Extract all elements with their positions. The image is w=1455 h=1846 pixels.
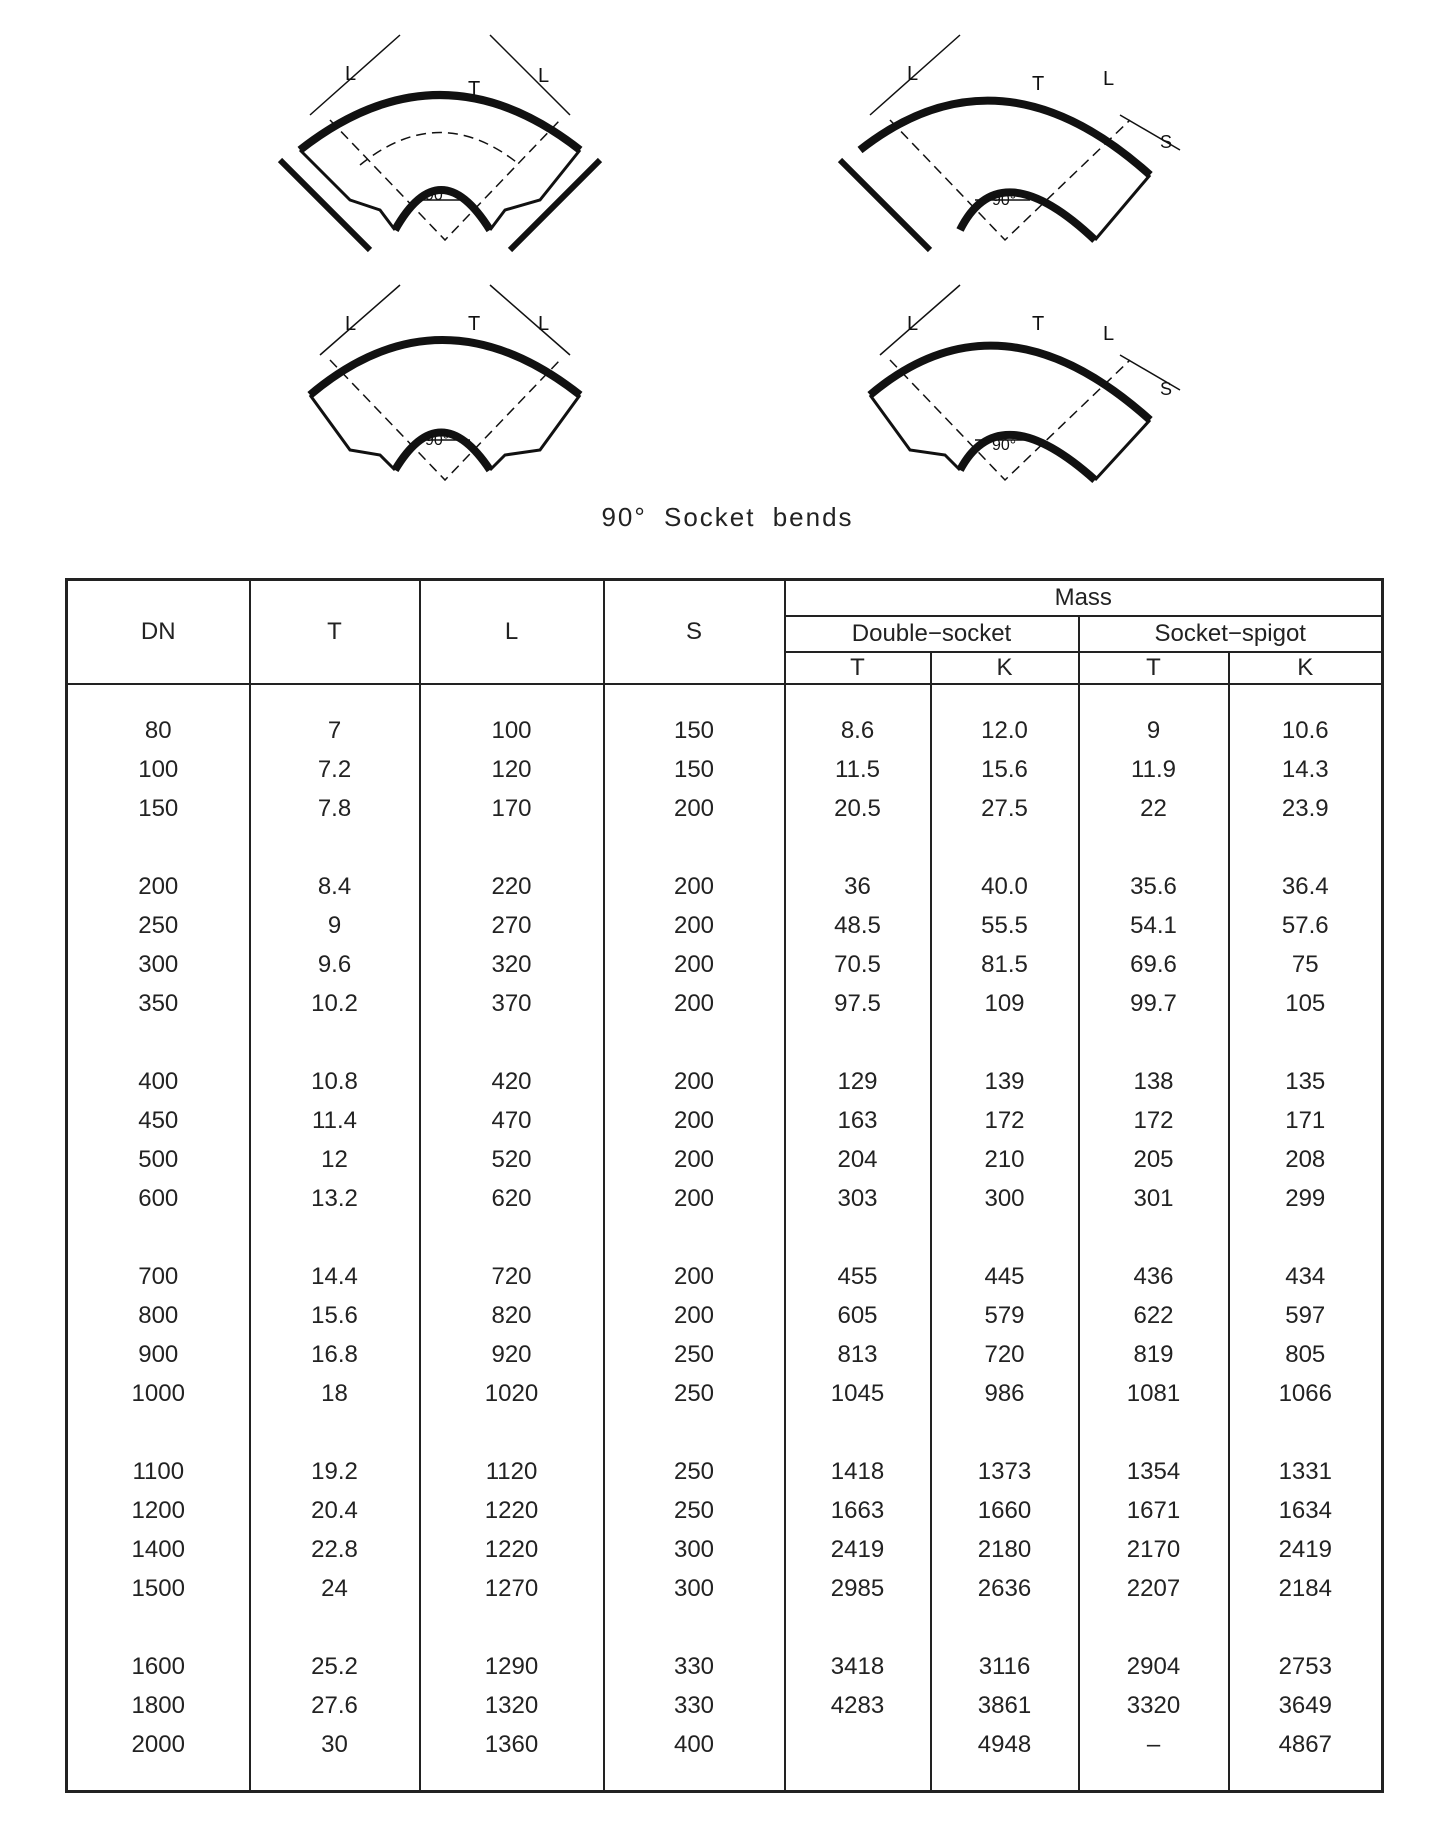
table-cell: 1634 bbox=[1229, 1491, 1383, 1530]
table-cell: 75 bbox=[1229, 945, 1383, 984]
header-socket-spigot: Socket−spigot bbox=[1079, 616, 1383, 652]
bend-drawing-flanged-socket-spigot bbox=[840, 35, 1180, 250]
table-cell: 204 bbox=[785, 1140, 931, 1179]
table-row bbox=[67, 1257, 1383, 1296]
table-cell: 55.5 bbox=[931, 906, 1079, 945]
table-cell: 200 bbox=[604, 1062, 785, 1101]
table-cell: 23.9 bbox=[1229, 789, 1383, 828]
table-cell: 11.5 bbox=[785, 750, 931, 789]
table-cell: 1400 bbox=[67, 1530, 250, 1569]
table-cell: 420 bbox=[420, 1062, 604, 1101]
table-cell: 10.6 bbox=[1229, 711, 1383, 750]
table-cell: 500 bbox=[67, 1140, 250, 1179]
table-cell bbox=[785, 1725, 931, 1764]
table-row bbox=[67, 1140, 1383, 1179]
table-row bbox=[67, 1530, 1383, 1569]
dim-label-L: L bbox=[345, 63, 357, 85]
table-cell: 250 bbox=[67, 906, 250, 945]
header-mass: Mass bbox=[785, 580, 1383, 617]
table-cell: 720 bbox=[420, 1257, 604, 1296]
table-cell: 2904 bbox=[1079, 1647, 1229, 1686]
table-cell: 1000 bbox=[67, 1374, 250, 1413]
table-row bbox=[67, 1569, 1383, 1608]
table-cell: 200 bbox=[604, 1140, 785, 1179]
table-cell: 1020 bbox=[420, 1374, 604, 1413]
table-cell: 48.5 bbox=[785, 906, 931, 945]
table-cell: 15.6 bbox=[931, 750, 1079, 789]
dim-label-T: T bbox=[1032, 73, 1045, 95]
table-cell: 97.5 bbox=[785, 984, 931, 1023]
table-cell: – bbox=[1079, 1725, 1229, 1764]
table-cell: 1066 bbox=[1229, 1374, 1383, 1413]
table-cell: 11.9 bbox=[1079, 750, 1229, 789]
table-cell: 200 bbox=[604, 984, 785, 1023]
spacer-row bbox=[67, 1023, 1383, 1062]
table-cell: 20.4 bbox=[250, 1491, 420, 1530]
table-cell: 22 bbox=[1079, 789, 1229, 828]
table-cell: 1220 bbox=[420, 1530, 604, 1569]
header-ds-k: K bbox=[931, 652, 1079, 684]
header-l: L bbox=[420, 580, 604, 685]
table-cell: 400 bbox=[604, 1725, 785, 1764]
table-cell: 3116 bbox=[931, 1647, 1079, 1686]
table-row bbox=[67, 867, 1383, 906]
table-cell: 170 bbox=[420, 789, 604, 828]
table-cell: 22.8 bbox=[250, 1530, 420, 1569]
dim-label-L: L bbox=[1103, 323, 1115, 345]
table-row bbox=[67, 1101, 1383, 1140]
table-cell: 605 bbox=[785, 1296, 931, 1335]
table-cell: 300 bbox=[604, 1530, 785, 1569]
angle-label: 90° bbox=[425, 432, 450, 449]
table-cell: 1360 bbox=[420, 1725, 604, 1764]
table-cell: 20.5 bbox=[785, 789, 931, 828]
table-cell: 10.2 bbox=[250, 984, 420, 1023]
table-cell: 200 bbox=[604, 1257, 785, 1296]
figure-caption: 90° Socket bends bbox=[601, 502, 854, 532]
table-row bbox=[67, 1374, 1383, 1413]
table-cell: 10.8 bbox=[250, 1062, 420, 1101]
table-cell: 820 bbox=[420, 1296, 604, 1335]
table-cell: 1354 bbox=[1079, 1452, 1229, 1491]
table-cell: 900 bbox=[67, 1335, 250, 1374]
table-cell: 4948 bbox=[931, 1725, 1079, 1764]
table-cell: 12 bbox=[250, 1140, 420, 1179]
table-cell: 622 bbox=[1079, 1296, 1229, 1335]
table-cell: 579 bbox=[931, 1296, 1079, 1335]
table-cell: 1373 bbox=[931, 1452, 1079, 1491]
table-cell: 7 bbox=[250, 711, 420, 750]
table-cell: 270 bbox=[420, 906, 604, 945]
dimensions-table bbox=[65, 578, 1384, 1793]
table-cell: 54.1 bbox=[1079, 906, 1229, 945]
table-cell: 300 bbox=[931, 1179, 1079, 1218]
table-cell: 2985 bbox=[785, 1569, 931, 1608]
table-cell: 1660 bbox=[931, 1491, 1079, 1530]
table-cell: 150 bbox=[604, 750, 785, 789]
table-cell: 597 bbox=[1229, 1296, 1383, 1335]
table-cell: 100 bbox=[67, 750, 250, 789]
table-cell: 120 bbox=[420, 750, 604, 789]
table-cell: 3418 bbox=[785, 1647, 931, 1686]
table-row bbox=[67, 1062, 1383, 1101]
table-cell: 620 bbox=[420, 1179, 604, 1218]
table-cell: 36.4 bbox=[1229, 867, 1383, 906]
table-cell: 1418 bbox=[785, 1452, 931, 1491]
table-cell: 200 bbox=[604, 1296, 785, 1335]
table-cell: 138 bbox=[1079, 1062, 1229, 1101]
bend-drawings bbox=[0, 0, 1455, 500]
table-body bbox=[67, 684, 1383, 1792]
table-cell: 1100 bbox=[67, 1452, 250, 1491]
table-cell: 99.7 bbox=[1079, 984, 1229, 1023]
table-cell: 9 bbox=[250, 906, 420, 945]
table-cell: 1331 bbox=[1229, 1452, 1383, 1491]
table-cell: 370 bbox=[420, 984, 604, 1023]
table-cell: 11.4 bbox=[250, 1101, 420, 1140]
table-cell: 9.6 bbox=[250, 945, 420, 984]
table-cell: 135 bbox=[1229, 1062, 1383, 1101]
table-cell: 2419 bbox=[1229, 1530, 1383, 1569]
table-cell: 2184 bbox=[1229, 1569, 1383, 1608]
header-ss-t: T bbox=[1079, 652, 1229, 684]
table-cell: 172 bbox=[931, 1101, 1079, 1140]
dim-label-L: L bbox=[538, 65, 550, 87]
table-row bbox=[67, 1452, 1383, 1491]
spacer-row bbox=[67, 1764, 1383, 1792]
table-cell: 27.5 bbox=[931, 789, 1079, 828]
table-row bbox=[67, 945, 1383, 984]
table-cell: 330 bbox=[604, 1647, 785, 1686]
spacer-row bbox=[67, 1218, 1383, 1257]
table-cell: 200 bbox=[604, 1179, 785, 1218]
table-cell: 920 bbox=[420, 1335, 604, 1374]
table-cell: 8.4 bbox=[250, 867, 420, 906]
table-cell: 7.8 bbox=[250, 789, 420, 828]
table-cell: 819 bbox=[1079, 1335, 1229, 1374]
table-cell: 15.6 bbox=[250, 1296, 420, 1335]
table-cell: 1270 bbox=[420, 1569, 604, 1608]
table-cell: 320 bbox=[420, 945, 604, 984]
table-row bbox=[67, 1296, 1383, 1335]
dim-label-L: L bbox=[1103, 68, 1115, 90]
table-cell: 3320 bbox=[1079, 1686, 1229, 1725]
table-cell: 171 bbox=[1229, 1101, 1383, 1140]
table-cell: 150 bbox=[67, 789, 250, 828]
table-cell: 40.0 bbox=[931, 867, 1079, 906]
table-cell: 434 bbox=[1229, 1257, 1383, 1296]
table-cell: 400 bbox=[67, 1062, 250, 1101]
table-cell: 2000 bbox=[67, 1725, 250, 1764]
header-t: T bbox=[250, 580, 420, 685]
table-cell: 3861 bbox=[931, 1686, 1079, 1725]
table-row bbox=[67, 906, 1383, 945]
table-cell: 208 bbox=[1229, 1140, 1383, 1179]
table-cell: 600 bbox=[67, 1179, 250, 1218]
table-cell: 250 bbox=[604, 1374, 785, 1413]
bend-drawing-flanged-double-socket bbox=[280, 35, 600, 250]
table-cell: 70.5 bbox=[785, 945, 931, 984]
header-double-socket: Double−socket bbox=[785, 616, 1079, 652]
table-cell: 19.2 bbox=[250, 1452, 420, 1491]
table-cell: 720 bbox=[931, 1335, 1079, 1374]
spacer-row bbox=[67, 684, 1383, 711]
table-cell: 25.2 bbox=[250, 1647, 420, 1686]
table-cell: 1045 bbox=[785, 1374, 931, 1413]
table-cell: 805 bbox=[1229, 1335, 1383, 1374]
table-cell: 16.8 bbox=[250, 1335, 420, 1374]
table-cell: 80 bbox=[67, 711, 250, 750]
header-s: S bbox=[604, 580, 785, 685]
table-cell: 330 bbox=[604, 1686, 785, 1725]
table-cell: 35.6 bbox=[1079, 867, 1229, 906]
table-cell: 450 bbox=[67, 1101, 250, 1140]
table-row bbox=[67, 750, 1383, 789]
table-cell: 24 bbox=[250, 1569, 420, 1608]
table-cell: 1500 bbox=[67, 1569, 250, 1608]
table-row bbox=[67, 1491, 1383, 1530]
table-cell: 100 bbox=[420, 711, 604, 750]
table-cell: 1800 bbox=[67, 1686, 250, 1725]
table-cell: 1081 bbox=[1079, 1374, 1229, 1413]
table-row bbox=[67, 1647, 1383, 1686]
dim-label-L: L bbox=[907, 313, 919, 335]
table-cell: 30 bbox=[250, 1725, 420, 1764]
table-cell: 18 bbox=[250, 1374, 420, 1413]
table-cell: 220 bbox=[420, 867, 604, 906]
table-cell: 12.0 bbox=[931, 711, 1079, 750]
angle-label: 90° bbox=[992, 192, 1017, 209]
table-cell: 301 bbox=[1079, 1179, 1229, 1218]
table-cell: 8.6 bbox=[785, 711, 931, 750]
table-cell: 2170 bbox=[1079, 1530, 1229, 1569]
table-cell: 986 bbox=[931, 1374, 1079, 1413]
table-cell: 105 bbox=[1229, 984, 1383, 1023]
table-cell: 455 bbox=[785, 1257, 931, 1296]
dim-label-L: L bbox=[907, 63, 919, 85]
table-cell: 36 bbox=[785, 867, 931, 906]
table-cell: 200 bbox=[67, 867, 250, 906]
table-cell: 1200 bbox=[67, 1491, 250, 1530]
table-cell: 109 bbox=[931, 984, 1079, 1023]
table-row bbox=[67, 1725, 1383, 1764]
table-cell: 14.4 bbox=[250, 1257, 420, 1296]
table-cell: 210 bbox=[931, 1140, 1079, 1179]
table-cell: 1671 bbox=[1079, 1491, 1229, 1530]
table-cell: 299 bbox=[1229, 1179, 1383, 1218]
table-cell: 303 bbox=[785, 1179, 931, 1218]
table-cell: 470 bbox=[420, 1101, 604, 1140]
table-cell: 200 bbox=[604, 867, 785, 906]
table-cell: 200 bbox=[604, 906, 785, 945]
table-cell: 69.6 bbox=[1079, 945, 1229, 984]
header-ds-t: T bbox=[785, 652, 931, 684]
table-cell: 7.2 bbox=[250, 750, 420, 789]
table-cell: 2180 bbox=[931, 1530, 1079, 1569]
table-cell: 2207 bbox=[1079, 1569, 1229, 1608]
table-cell: 700 bbox=[67, 1257, 250, 1296]
spacer-row bbox=[67, 1608, 1383, 1647]
table-cell: 1663 bbox=[785, 1491, 931, 1530]
table-cell: 2419 bbox=[785, 1530, 931, 1569]
dim-label-S: S bbox=[1160, 379, 1173, 399]
table-cell: 250 bbox=[604, 1452, 785, 1491]
table-cell: 150 bbox=[604, 711, 785, 750]
table-cell: 57.6 bbox=[1229, 906, 1383, 945]
table-row bbox=[67, 1335, 1383, 1374]
table-row bbox=[67, 1179, 1383, 1218]
table-cell: 1220 bbox=[420, 1491, 604, 1530]
table-cell: 129 bbox=[785, 1062, 931, 1101]
table-cell: 4867 bbox=[1229, 1725, 1383, 1764]
dim-label-L: L bbox=[538, 313, 550, 335]
table-row bbox=[67, 984, 1383, 1023]
angle-label: 90° bbox=[425, 187, 450, 204]
table-cell: 1600 bbox=[67, 1647, 250, 1686]
spacer-row bbox=[67, 828, 1383, 867]
table-cell: 200 bbox=[604, 789, 785, 828]
table-cell: 300 bbox=[67, 945, 250, 984]
table-row bbox=[67, 1686, 1383, 1725]
table-cell: 172 bbox=[1079, 1101, 1229, 1140]
table-cell: 205 bbox=[1079, 1140, 1229, 1179]
table-cell: 200 bbox=[604, 945, 785, 984]
table-cell: 800 bbox=[67, 1296, 250, 1335]
table-cell: 163 bbox=[785, 1101, 931, 1140]
table-cell: 445 bbox=[931, 1257, 1079, 1296]
table-cell: 13.2 bbox=[250, 1179, 420, 1218]
table-cell: 436 bbox=[1079, 1257, 1229, 1296]
table-cell: 250 bbox=[604, 1491, 785, 1530]
table-cell: 81.5 bbox=[931, 945, 1079, 984]
table-cell: 2636 bbox=[931, 1569, 1079, 1608]
table-cell: 9 bbox=[1079, 711, 1229, 750]
table-cell: 350 bbox=[67, 984, 250, 1023]
table-cell: 1320 bbox=[420, 1686, 604, 1725]
table-cell: 300 bbox=[604, 1569, 785, 1608]
table-cell: 14.3 bbox=[1229, 750, 1383, 789]
dim-label-T: T bbox=[1032, 313, 1045, 335]
table-cell: 139 bbox=[931, 1062, 1079, 1101]
table-cell: 1290 bbox=[420, 1647, 604, 1686]
table-cell: 250 bbox=[604, 1335, 785, 1374]
table-cell: 27.6 bbox=[250, 1686, 420, 1725]
header-ss-k: K bbox=[1229, 652, 1383, 684]
table-cell: 2753 bbox=[1229, 1647, 1383, 1686]
table-row bbox=[67, 789, 1383, 828]
table-cell: 200 bbox=[604, 1101, 785, 1140]
angle-label: 90° bbox=[992, 437, 1017, 454]
dim-label-L: L bbox=[345, 313, 357, 335]
table-row bbox=[67, 711, 1383, 750]
dim-label-T: T bbox=[468, 78, 481, 100]
table-cell: 3649 bbox=[1229, 1686, 1383, 1725]
table-cell: 520 bbox=[420, 1140, 604, 1179]
dim-label-T: T bbox=[468, 313, 481, 335]
table-cell: 4283 bbox=[785, 1686, 931, 1725]
header-dn: DN bbox=[67, 580, 250, 685]
table-cell: 813 bbox=[785, 1335, 931, 1374]
spacer-row bbox=[67, 1413, 1383, 1452]
dim-label-S: S bbox=[1160, 132, 1173, 152]
table-cell: 1120 bbox=[420, 1452, 604, 1491]
